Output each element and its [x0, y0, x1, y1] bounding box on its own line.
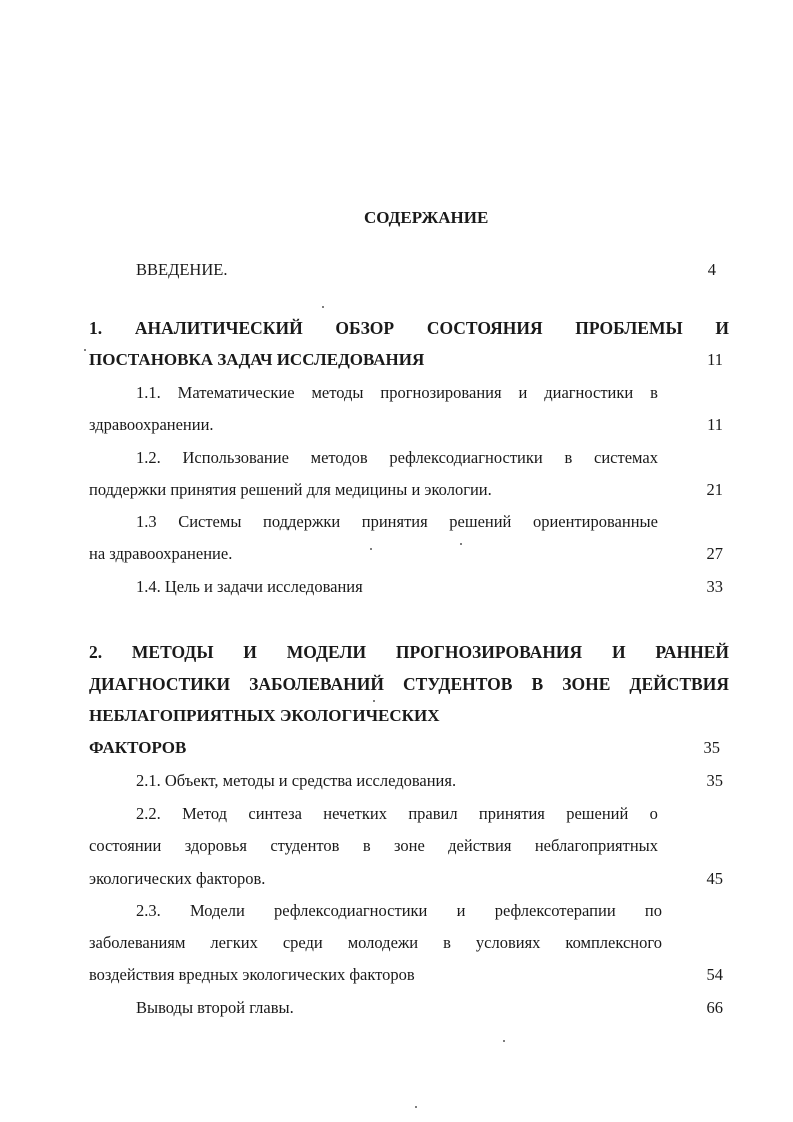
toc-word: СОСТОЯНИЯ — [426, 318, 543, 338]
toc-word: рефлексодиагностики — [389, 448, 543, 467]
toc-word: Использование — [182, 448, 289, 467]
toc-word: состоянии — [89, 836, 162, 855]
toc-s14-line1: 1.4. Цель и задачи исследования — [136, 577, 363, 596]
toc-ch2-title-line3: НЕБЛАГОПРИЯТНЫХ ЭКОЛОГИЧЕСКИХ — [89, 706, 440, 725]
toc-word: 2.2. — [136, 804, 161, 823]
toc-word: АНАЛИТИЧЕСКИЙ — [134, 318, 303, 338]
toc-s11-page: 11 — [707, 415, 723, 434]
toc-ch1-page: 11 — [707, 350, 723, 369]
toc-word: решений — [566, 804, 629, 823]
toc-word: студентов — [270, 836, 340, 855]
toc-word: действия — [448, 836, 512, 855]
toc-word: Модели — [189, 901, 245, 920]
toc-word: здоровья — [184, 836, 247, 855]
toc-word: в — [362, 836, 371, 855]
toc-intro-label: ВВЕДЕНИЕ. — [136, 260, 228, 279]
toc-word: о — [649, 804, 658, 823]
toc-word: СТУДЕНТОВ — [403, 674, 513, 694]
toc-s11-line2: здравоохранении. — [89, 415, 214, 434]
toc-word: правил — [408, 804, 458, 823]
scan-speck — [322, 306, 324, 308]
toc-word: и — [518, 383, 528, 402]
toc-intro-page: 4 — [707, 260, 716, 279]
toc-word: и — [456, 901, 466, 920]
toc-word: МЕТОДЫ — [131, 642, 214, 662]
toc-ch2-title-line2 — [89, 674, 729, 694]
toc-word: зоне — [393, 836, 425, 855]
toc-s23-page: 54 — [706, 965, 723, 984]
toc-word: в — [443, 933, 451, 952]
toc-word: решений — [449, 512, 512, 531]
toc-word: синтеза — [248, 804, 302, 823]
toc-word: ориентированные — [532, 512, 658, 531]
toc-word: условиях — [475, 933, 541, 952]
scan-speck — [415, 1106, 417, 1108]
toc-word: 2. — [89, 642, 103, 662]
toc-word: по — [644, 901, 662, 920]
toc-word: РАННЕЙ — [655, 642, 729, 662]
toc-s23-line3: воздействия вредных экологических факторов — [89, 965, 415, 984]
toc-word: легких — [210, 933, 258, 952]
toc-s13-page: 27 — [706, 544, 723, 563]
toc-ch2-title-line1 — [89, 642, 729, 662]
toc-word: методов — [310, 448, 368, 467]
toc-s22-page: 45 — [706, 869, 723, 888]
toc-word: ЗАБОЛЕВАНИЙ — [249, 674, 384, 694]
toc-word: Системы — [178, 512, 242, 531]
page-title: СОДЕРЖАНИЕ — [364, 208, 489, 227]
toc-word: неблагоприятных — [534, 836, 658, 855]
toc-word: ПРОБЛЕМЫ — [575, 318, 683, 338]
toc-word: И — [243, 642, 257, 662]
toc-word: ДЕЙСТВИЯ — [629, 674, 729, 694]
toc-s23-line1 — [136, 901, 662, 921]
toc-word: Метод — [182, 804, 228, 823]
toc-word: ПРОГНОЗИРОВАНИЯ — [395, 642, 583, 662]
toc-s21-line1: 2.1. Объект, методы и средства исследования. — [136, 771, 457, 790]
toc-s14-page: 33 — [706, 577, 723, 596]
toc-word: заболеваниям — [89, 933, 186, 952]
scan-speck — [370, 548, 372, 550]
scan-speck — [84, 349, 86, 351]
toc-word: принятия — [361, 512, 428, 531]
toc-word: поддержки — [262, 512, 341, 531]
toc-word: И — [611, 642, 626, 662]
toc-word: системах — [594, 448, 658, 467]
toc-word: прогнозирования — [380, 383, 502, 402]
toc-ch2-title-line4: ФАКТОРОВ — [89, 738, 187, 757]
toc-word: 1. — [89, 318, 103, 338]
toc-word: И — [715, 318, 729, 338]
toc-s22-line3: экологических факторов. — [89, 869, 266, 888]
toc-s12-line1 — [136, 448, 658, 468]
scan-speck — [503, 1040, 505, 1042]
toc-word: диагностики — [544, 383, 634, 402]
toc-word: в — [564, 448, 573, 467]
toc-ch1-title-line1 — [89, 318, 729, 338]
toc-s22-line1 — [136, 804, 658, 824]
toc-word: методы — [311, 383, 364, 402]
toc-word: рефлексотерапии — [494, 901, 616, 920]
toc-word: рефлексодиагностики — [274, 901, 428, 920]
toc-word: ОБЗОР — [335, 318, 395, 338]
toc-word: среди — [282, 933, 323, 952]
toc-word: МОДЕЛИ — [286, 642, 367, 662]
toc-s22-line2 — [89, 836, 658, 856]
toc-ch2-page: 35 — [703, 738, 720, 757]
toc-s13-line2: на здравоохранение. — [89, 544, 233, 563]
scan-speck — [460, 543, 462, 545]
toc-s12-page: 21 — [706, 480, 723, 499]
toc-s13-line1 — [136, 512, 658, 532]
toc-word: 1.1. — [136, 383, 161, 402]
toc-word: принятия — [478, 804, 545, 823]
scan-speck — [373, 700, 375, 702]
toc-s12-line2: поддержки принятия решений для медицины и экологии. — [89, 480, 492, 499]
toc-word: 2.3. — [136, 901, 161, 920]
toc-word: комплексного — [565, 933, 662, 952]
toc-word: ЗОНЕ — [562, 674, 611, 694]
toc-word: ДИАГНОСТИКИ — [89, 674, 231, 694]
toc-conclusion-label: Выводы второй главы. — [136, 998, 294, 1017]
toc-ch1-title-line2: ПОСТАНОВКА ЗАДАЧ ИССЛЕДОВАНИЯ — [89, 350, 425, 369]
toc-word: молодежи — [347, 933, 419, 952]
toc-s21-page: 35 — [706, 771, 723, 790]
toc-word: 1.2. — [136, 448, 161, 467]
toc-conclusion-page: 66 — [706, 998, 723, 1017]
toc-word: нечетких — [323, 804, 387, 823]
toc-s11-line1 — [136, 383, 658, 403]
toc-word: в — [650, 383, 658, 402]
toc-s23-line2 — [89, 933, 662, 953]
toc-word: В — [531, 674, 544, 694]
toc-word: Математические — [177, 383, 295, 402]
toc-word: 1.3 — [136, 512, 157, 531]
